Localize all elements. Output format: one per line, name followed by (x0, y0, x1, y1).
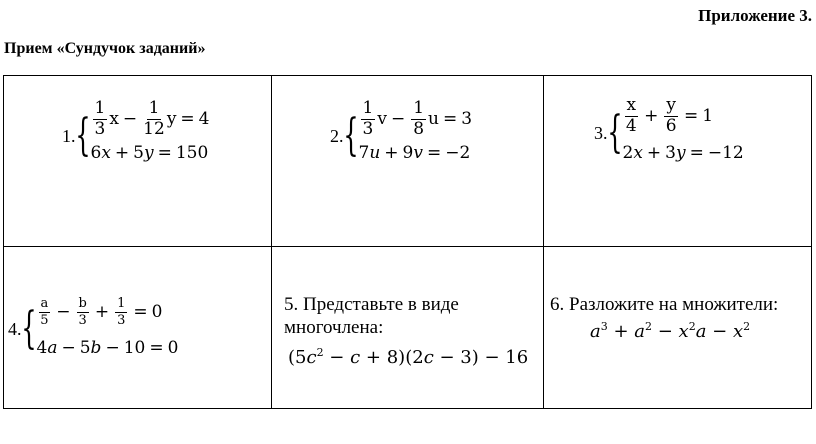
equation-line-2: 6 x + 5 y = 150 (90, 142, 209, 163)
task-5-text-line-2: многочлена: (284, 317, 384, 338)
task-cell-2 (272, 76, 544, 247)
technique-heading: Прием «Сундучок заданий» (4, 40, 206, 57)
tasks-table (3, 75, 812, 409)
system-brace: { (20, 303, 37, 354)
equation-system-2 (330, 97, 473, 168)
task-number: 2. (330, 126, 344, 146)
equation-line-2: 4 a − 5 b − 10 = 0 (36, 337, 179, 358)
task-cell-6 (544, 247, 812, 409)
task-number: 3. (594, 123, 608, 143)
task-cell-4 (4, 247, 272, 409)
task-5-expression: $(5c^2 - c + 8)(2c - 3) - 16$ (288, 346, 529, 368)
task-cell-5 (272, 247, 544, 409)
task-number: 1. (62, 126, 76, 146)
equation-system-3 (594, 94, 744, 168)
task-cell-3 (544, 76, 812, 247)
system-brace: { (342, 110, 359, 161)
equation-system-4 (8, 295, 178, 363)
equation-line-1: $\frac{a}{5}$ − $\frac{b}{3}$ + $\frac{1}{3}$ = 0 (40, 295, 163, 328)
equation-system-1 (62, 97, 210, 168)
task-6-text: 6. Разложите на множители: (550, 294, 779, 315)
equation-line-2: 7 u + 9 v = −2 (358, 142, 471, 163)
task-6-expression: $a^3 + a^2 - x^2a - x^2$ (590, 320, 751, 342)
equation-line-1: $\frac{1}{3}$ v − $\frac{1}{8}$ u = 3 (362, 97, 473, 139)
equation-line-2: 2 x + 3 y = −12 (622, 142, 744, 163)
system-brace: { (74, 110, 91, 161)
system-brace: { (606, 107, 623, 158)
equation-line-1: $\frac{x}{4}$ + $\frac{y}{6}$ = 1 (625, 94, 714, 136)
task-number: 4. (8, 319, 22, 339)
appendix-label: Приложение 3. (698, 6, 812, 25)
task-5-text-line-1: 5. Представьте в виде (284, 294, 459, 315)
task-cell-1 (4, 76, 272, 247)
equation-line-1: $\frac{1}{3}$ x − $\frac{1}{12}$ y = 4 (94, 97, 210, 139)
